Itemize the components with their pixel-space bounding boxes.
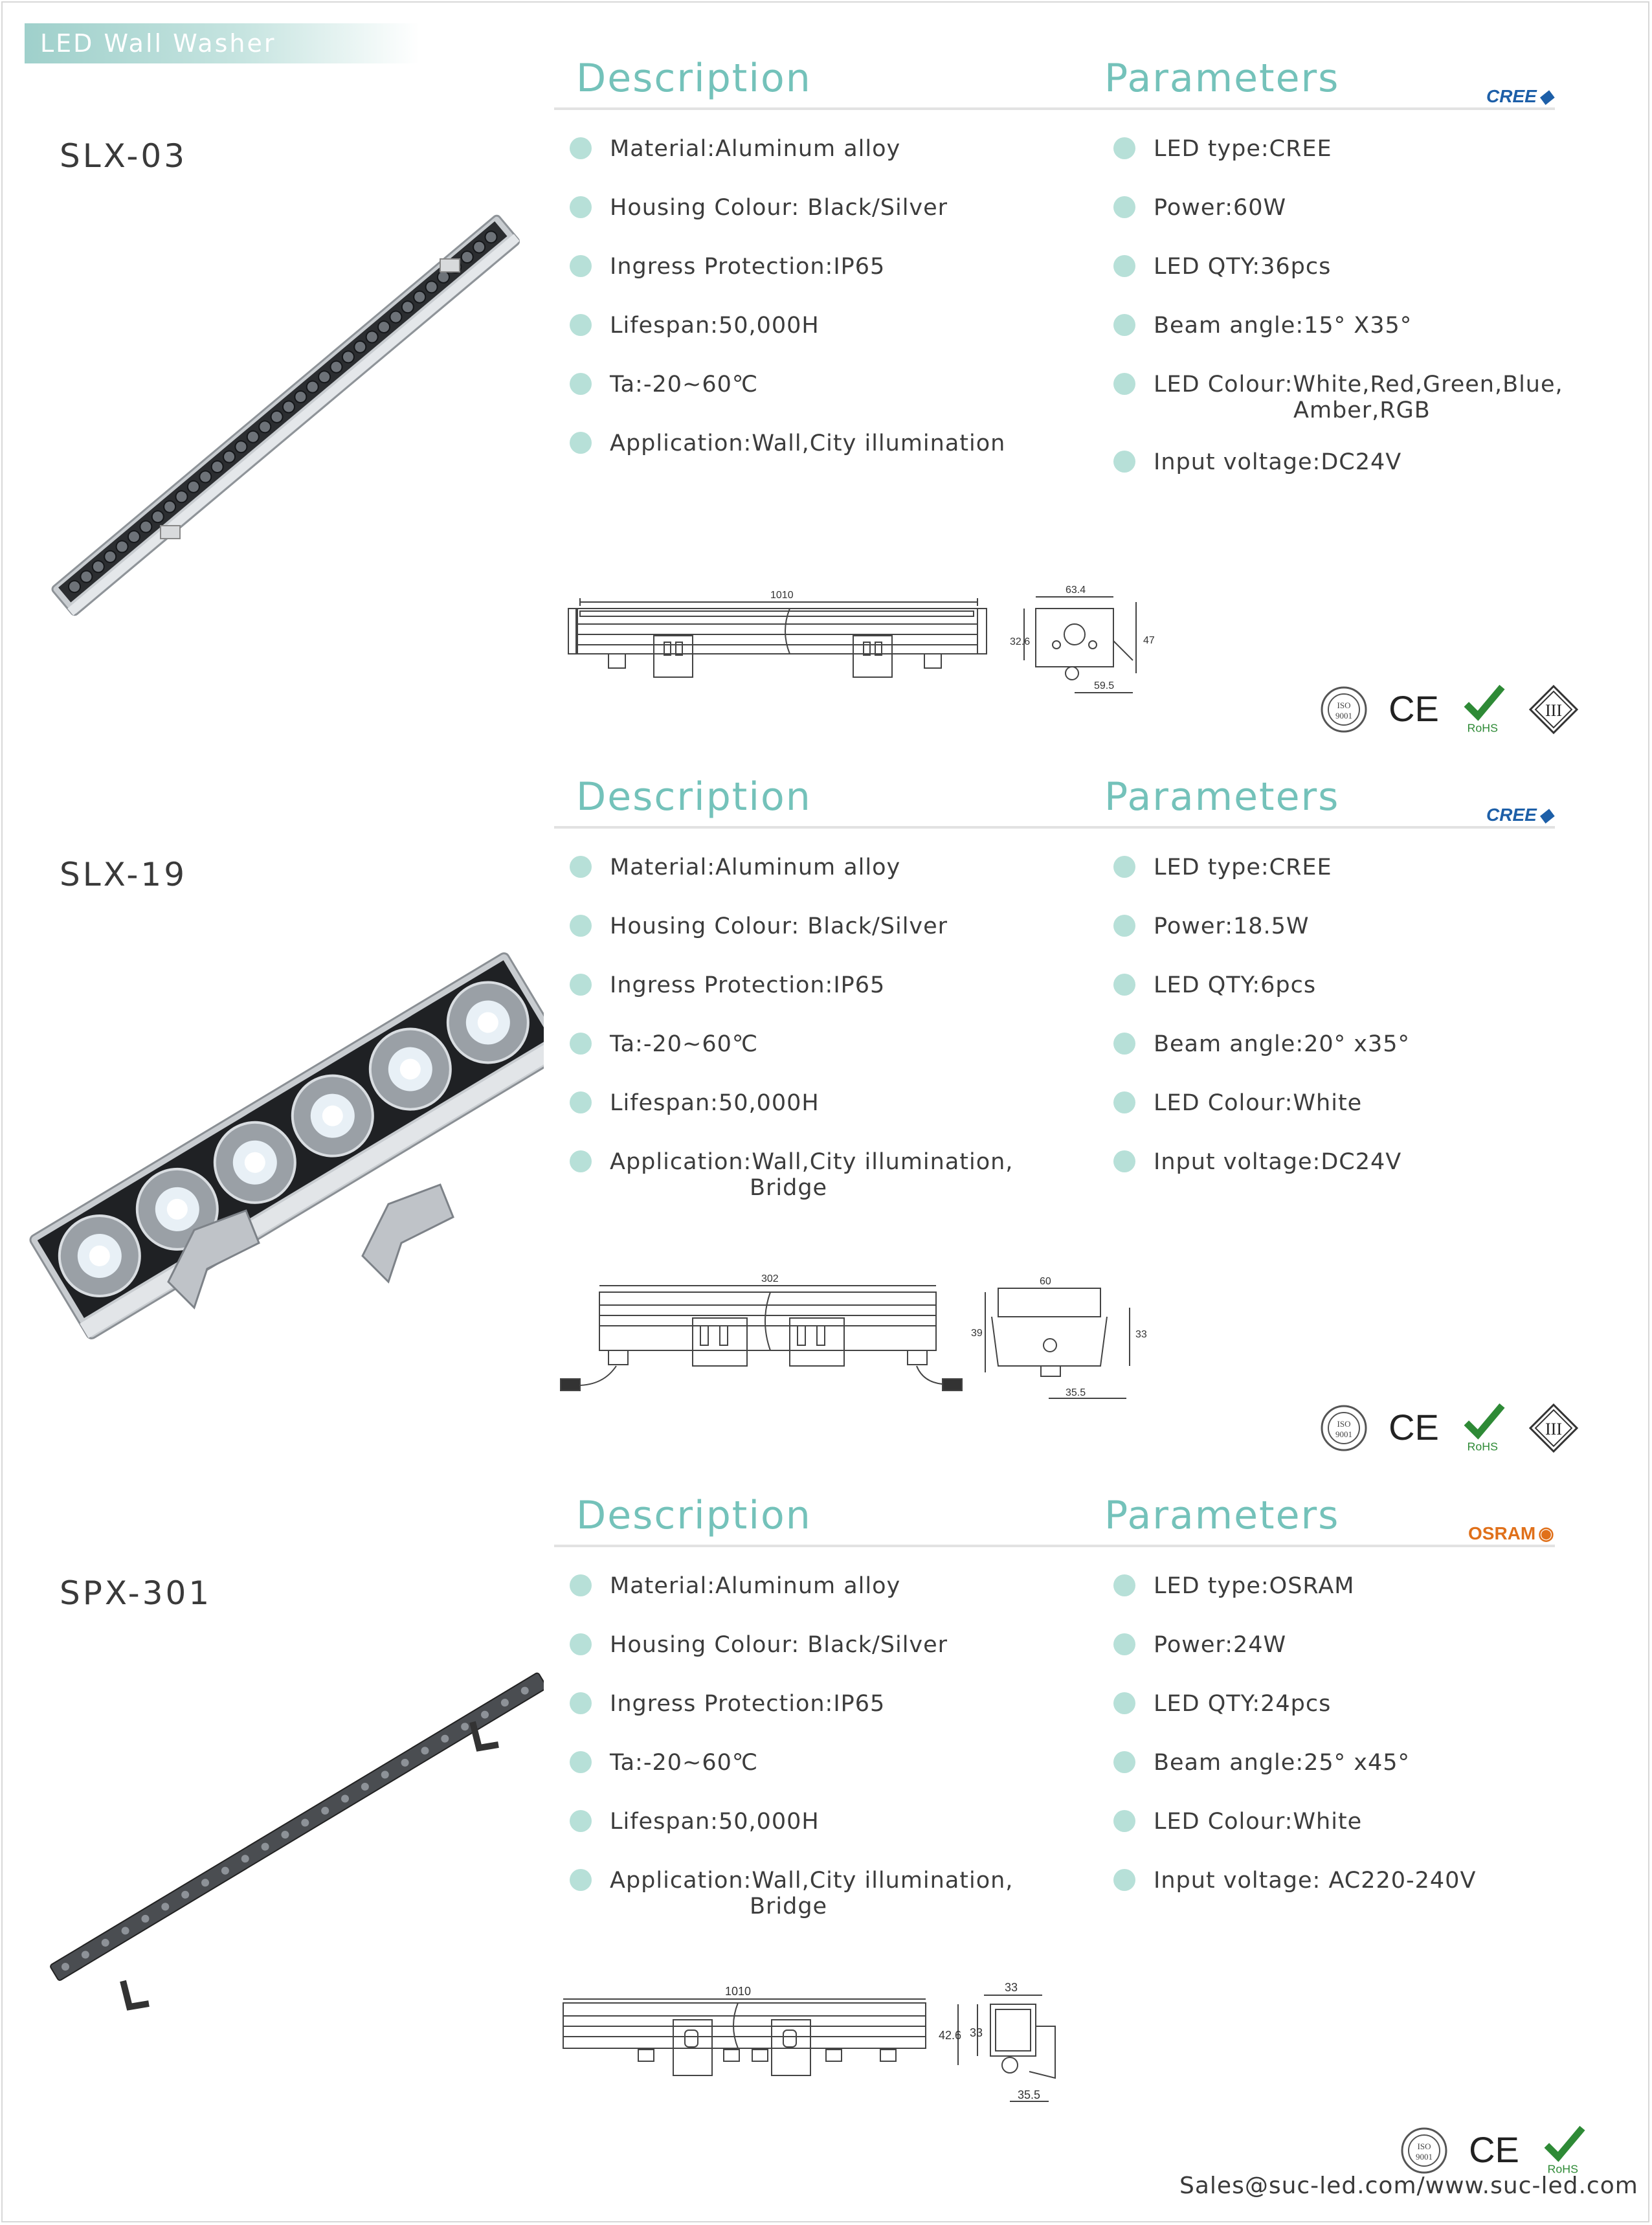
bullet-icon: [570, 915, 592, 937]
bullet-icon: [1113, 1574, 1135, 1596]
list-item: LED QTY:24pcs: [1113, 1691, 1579, 1717]
bullet-icon: [570, 196, 592, 218]
bullet-icon: [1113, 451, 1135, 473]
list-item: Input voltage: AC220-240V: [1113, 1868, 1579, 1894]
bullet-icon: [1113, 314, 1135, 336]
list-item: Lifespan:50,000H: [570, 1090, 1062, 1116]
list-item: Housing Colour: Black/Silver: [570, 195, 1062, 221]
dimension-length-label: 1010: [725, 1985, 752, 1998]
list-item: Housing Colour: Black/Silver: [570, 1632, 1062, 1658]
parameters-list: [1113, 1573, 1579, 1927]
dimension-width-label: 33: [1005, 1981, 1018, 1994]
list-item: LED QTY:6pcs: [1113, 972, 1579, 998]
list-item: Beam angle:20° x35°: [1113, 1031, 1579, 1057]
svg-text:ISO: ISO: [1337, 1419, 1351, 1429]
description-heading: Description: [576, 56, 812, 101]
dimension-h1-label: 42.6: [939, 2029, 962, 2042]
parameters-heading: Parameters: [1104, 1493, 1340, 1538]
dimension-h2-label: 33: [1135, 1329, 1147, 1340]
heading-divider: [554, 826, 1555, 829]
dimension-drawing: [557, 1269, 1178, 1418]
dimension-drawing: [557, 583, 1178, 732]
brand-logo-cree: CREE ◆: [1486, 85, 1554, 106]
page-header-banner: LED Wall Washer: [25, 23, 419, 63]
description-list: [570, 1573, 1062, 1952]
bullet-icon: [570, 1869, 592, 1891]
dimension-bottom-label: 59.5: [1094, 680, 1115, 691]
description-heading: Description: [576, 1493, 812, 1538]
product-section-slx-03: [0, 0, 1652, 735]
bullet-icon: [1113, 1751, 1135, 1773]
rohs-check-icon: [1538, 2125, 1590, 2176]
list-item: Application:Wall,City illumination, Bridge: [570, 1868, 1062, 1919]
svg-text:ISO: ISO: [1337, 700, 1351, 710]
bullet-icon: [570, 373, 592, 395]
bullet-icon: [1113, 1091, 1135, 1113]
dimension-h1-label: 39: [971, 1328, 983, 1339]
list-item: Beam angle:15° X35°: [1113, 313, 1579, 339]
bullet-icon: [570, 1091, 592, 1113]
description-list: [570, 136, 1062, 489]
bullet-icon: [1113, 196, 1135, 218]
bullet-icon: [1113, 915, 1135, 937]
list-item: LED Colour:White: [1113, 1809, 1579, 1835]
svg-text:CE: CE: [1389, 1407, 1439, 1448]
bullet-icon: [1113, 1810, 1135, 1832]
list-item: Ingress Protection:IP65: [570, 972, 1062, 998]
svg-text:RoHS: RoHS: [1547, 2162, 1578, 2176]
list-item: LED type:CREE: [1113, 855, 1579, 880]
product-image-wall-washer-bar: [26, 1631, 544, 2072]
bullet-icon: [1113, 974, 1135, 996]
list-item: LED type:CREE: [1113, 136, 1579, 162]
list-item: Power:60W: [1113, 195, 1579, 221]
svg-text:CE: CE: [1389, 688, 1439, 729]
dimension-length-label: 1010: [770, 590, 794, 601]
footer-contact[interactable]: Sales@suc-led.com/www.suc-led.com: [1179, 2173, 1638, 2199]
bullet-icon: [570, 1751, 592, 1773]
svg-text:RoHS: RoHS: [1467, 1440, 1498, 1453]
heading-divider: [554, 1545, 1555, 1547]
list-item: Ta:-20~60℃: [570, 1031, 1062, 1057]
svg-text:9001: 9001: [1335, 1429, 1352, 1439]
bullet-icon: [1113, 255, 1135, 277]
list-item: LED Colour:White: [1113, 1090, 1579, 1116]
list-item: Ingress Protection:IP65: [570, 254, 1062, 280]
list-item: Material:Aluminum alloy: [570, 855, 1062, 880]
svg-text:9001: 9001: [1416, 2152, 1433, 2162]
product-section-slx-19: [0, 719, 1652, 1453]
list-item: LED QTY:36pcs: [1113, 254, 1579, 280]
bullet-icon: [570, 1810, 592, 1832]
bullet-icon: [570, 856, 592, 878]
bullet-icon: [1113, 1033, 1135, 1055]
bullet-icon: [570, 255, 592, 277]
svg-text:9001: 9001: [1335, 711, 1352, 721]
list-item: Material:Aluminum alloy: [570, 1573, 1062, 1599]
list-item: Material:Aluminum alloy: [570, 136, 1062, 162]
bullet-icon: [1113, 1869, 1135, 1891]
bullet-icon: [570, 1692, 592, 1714]
list-item: Beam angle:25° x45°: [1113, 1750, 1579, 1776]
svg-text:CE: CE: [1469, 2129, 1519, 2170]
product-image-wall-washer-bar: [26, 913, 544, 1353]
certification-logos: [1398, 2125, 1590, 2176]
heading-divider: [554, 107, 1555, 110]
bullet-icon: [570, 1033, 592, 1055]
description-heading: Description: [576, 774, 812, 820]
bullet-icon: [570, 1150, 592, 1172]
bullet-icon: [570, 1574, 592, 1596]
brand-logo-cree: CREE ◆: [1486, 804, 1554, 825]
bullet-icon: [570, 137, 592, 159]
dimension-h2-label: 33: [970, 2026, 983, 2039]
list-item: Ta:-20~60℃: [570, 1750, 1062, 1776]
list-item: Lifespan:50,000H: [570, 1809, 1062, 1835]
list-item: LED type:OSRAM: [1113, 1573, 1579, 1599]
bullet-icon: [1113, 137, 1135, 159]
model-name: SLX-19: [60, 856, 188, 893]
list-item: Lifespan:50,000H: [570, 313, 1062, 339]
dimension-h2-label: 47: [1143, 635, 1155, 646]
product-section-spx-301: [0, 1437, 1652, 2176]
svg-text:III: III: [1545, 701, 1562, 720]
list-item: Application:Wall,City illumination, Bridge: [570, 1149, 1062, 1201]
bullet-icon: [570, 974, 592, 996]
dimension-bottom-label: 35.5: [1066, 1387, 1086, 1398]
svg-text:ISO: ISO: [1417, 2141, 1431, 2151]
parameters-list: [1113, 136, 1579, 508]
parameters-heading: Parameters: [1104, 56, 1340, 101]
list-item: Ta:-20~60℃: [570, 372, 1062, 397]
ce-mark-icon: [1468, 2125, 1520, 2176]
list-item: Housing Colour: Black/Silver: [570, 913, 1062, 939]
iso-9001-icon: [1398, 2125, 1450, 2176]
svg-text:III: III: [1545, 1420, 1562, 1438]
bullet-icon: [1113, 1150, 1135, 1172]
description-list: [570, 855, 1062, 1234]
list-item: Application:Wall,City illumination: [570, 430, 1062, 456]
list-item: Input voltage:DC24V: [1113, 449, 1579, 475]
bullet-icon: [570, 314, 592, 336]
bullet-icon: [1113, 1633, 1135, 1655]
list-item: LED Colour:White,Red,Green,Blue, Amber,RGB: [1113, 372, 1579, 423]
svg-text:RoHS: RoHS: [1467, 721, 1498, 735]
model-name: SLX-03: [60, 137, 188, 175]
list-item: Power:24W: [1113, 1632, 1579, 1658]
bullet-icon: [1113, 373, 1135, 395]
brand-logo-osram: OSRAM ◉: [1468, 1523, 1554, 1543]
bullet-icon: [570, 432, 592, 454]
dimension-width-label: 63.4: [1066, 585, 1086, 596]
product-image-wall-washer-bar: [26, 194, 544, 634]
dimension-drawing: [557, 1974, 1178, 2123]
bullet-icon: [1113, 856, 1135, 878]
parameters-list: [1113, 855, 1579, 1208]
list-item: Ingress Protection:IP65: [570, 1691, 1062, 1717]
dimension-width-label: 60: [1040, 1276, 1051, 1287]
dimension-h1-label: 32.6: [1010, 636, 1031, 647]
parameters-heading: Parameters: [1104, 774, 1340, 820]
dimension-bottom-label: 35.5: [1018, 2088, 1041, 2101]
list-item: Power:18.5W: [1113, 913, 1579, 939]
bullet-icon: [1113, 1692, 1135, 1714]
dimension-length-label: 302: [761, 1273, 779, 1284]
list-item: Input voltage:DC24V: [1113, 1149, 1579, 1175]
model-name: SPX-301: [60, 1574, 212, 1612]
bullet-icon: [570, 1633, 592, 1655]
